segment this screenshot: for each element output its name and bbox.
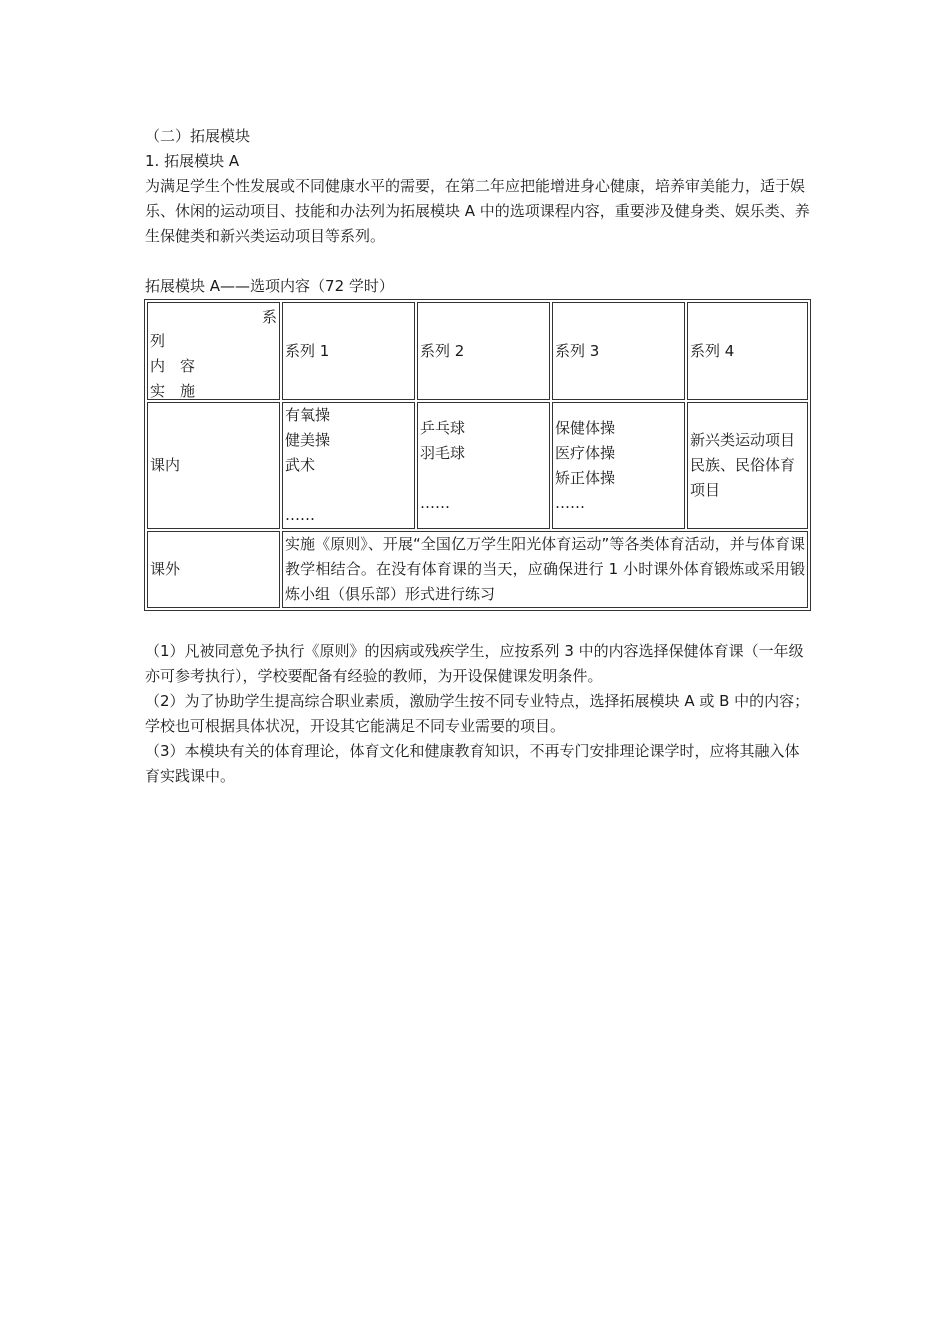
list-item: 新兴类运动项目 bbox=[690, 431, 796, 449]
header-cell: 系列 3 bbox=[552, 302, 685, 400]
header-cell: 系列 2 bbox=[417, 302, 550, 400]
list-item: 民族、民俗体育 bbox=[690, 456, 796, 474]
table-cell bbox=[282, 402, 415, 529]
note-item: （3）本模块有关的体育理论，体育文化和健康教育知识，不再专门安排理论课学时，应将其融入体育实践课中。 bbox=[145, 742, 800, 785]
list-item: 健美操 bbox=[285, 431, 331, 449]
list-item: 保健体操 bbox=[555, 418, 616, 437]
header-cell: 系列 1 bbox=[282, 302, 415, 400]
table-cell bbox=[417, 402, 550, 529]
corner-label-content: 内 容 bbox=[150, 357, 196, 375]
list-item: 乒乓球 bbox=[420, 418, 466, 437]
corner-label-series-2: 列 bbox=[150, 332, 166, 350]
table-row-in-class bbox=[147, 402, 808, 529]
list-item: 项目 bbox=[690, 481, 721, 499]
notes-section bbox=[145, 639, 812, 789]
list-item: 有氧操 bbox=[285, 406, 331, 424]
section-heading: （二）拓展模块 bbox=[145, 127, 251, 145]
list-item: 矫正体操 bbox=[555, 468, 616, 487]
intro-paragraph: 为满足学生个性发展或不同健康水平的需要，在第二年应把能增进身心健康，培养审美能力，适于娱乐、休闲的运动项目、技能和办法列为拓展模块 A 中的选项课程内容，重要涉及健身类、娱乐类、养生保健类和新兴类运动项目等系列。 bbox=[145, 177, 810, 245]
list-item: 医疗体操 bbox=[555, 443, 616, 462]
list-item bbox=[420, 466, 547, 491]
options-table bbox=[144, 299, 811, 611]
row-label-in-class: 课内 bbox=[147, 402, 280, 529]
after-class-description: 实施《原则》、开展“全国亿万学生阳光体育运动”等各类体育活动，并与体育课教学相结合。在没有体育课的当天，应确保进行 1 小时课外体育锻炼或采用锻炼小组（俱乐部）形式进行练习 bbox=[282, 531, 808, 608]
sub-heading: 1. 拓展模块 A bbox=[145, 152, 240, 170]
row-label-after-class: 课外 bbox=[147, 531, 280, 608]
corner-label-series: 系 bbox=[261, 308, 277, 326]
corner-label-implement: 实 施 bbox=[150, 382, 196, 400]
table-row-after-class bbox=[147, 531, 808, 608]
list-item-ellipsis: …… bbox=[285, 506, 315, 524]
list-item-ellipsis: …… bbox=[420, 493, 450, 512]
table-cell bbox=[687, 402, 808, 529]
note-item: （2）为了协助学生提高综合职业素质，激励学生按不同专业特点，选择拓展模块 A 或 B 中的内容；学校也可根据具体状况，开设其它能满足不同专业需要的项目。 bbox=[145, 692, 810, 735]
list-item bbox=[285, 478, 412, 503]
list-item: 武术 bbox=[285, 456, 316, 474]
table-caption: 拓展模块 A——选项内容（72 学时） bbox=[145, 277, 394, 295]
header-cell: 系列 4 bbox=[687, 302, 808, 400]
corner-cell bbox=[147, 302, 280, 400]
list-item-ellipsis: …… bbox=[555, 493, 585, 512]
list-item: 羽毛球 bbox=[420, 443, 466, 462]
table-header-row bbox=[147, 302, 808, 400]
table-cell bbox=[552, 402, 685, 529]
document-body bbox=[145, 124, 812, 789]
note-item: （1）凡被同意免予执行《原则》的因病或残疾学生，应按系列 3 中的内容选择保健体育课（一年级亦可参考执行），学校要配备有经验的教师，为开设保健课发明条件。 bbox=[145, 642, 804, 685]
